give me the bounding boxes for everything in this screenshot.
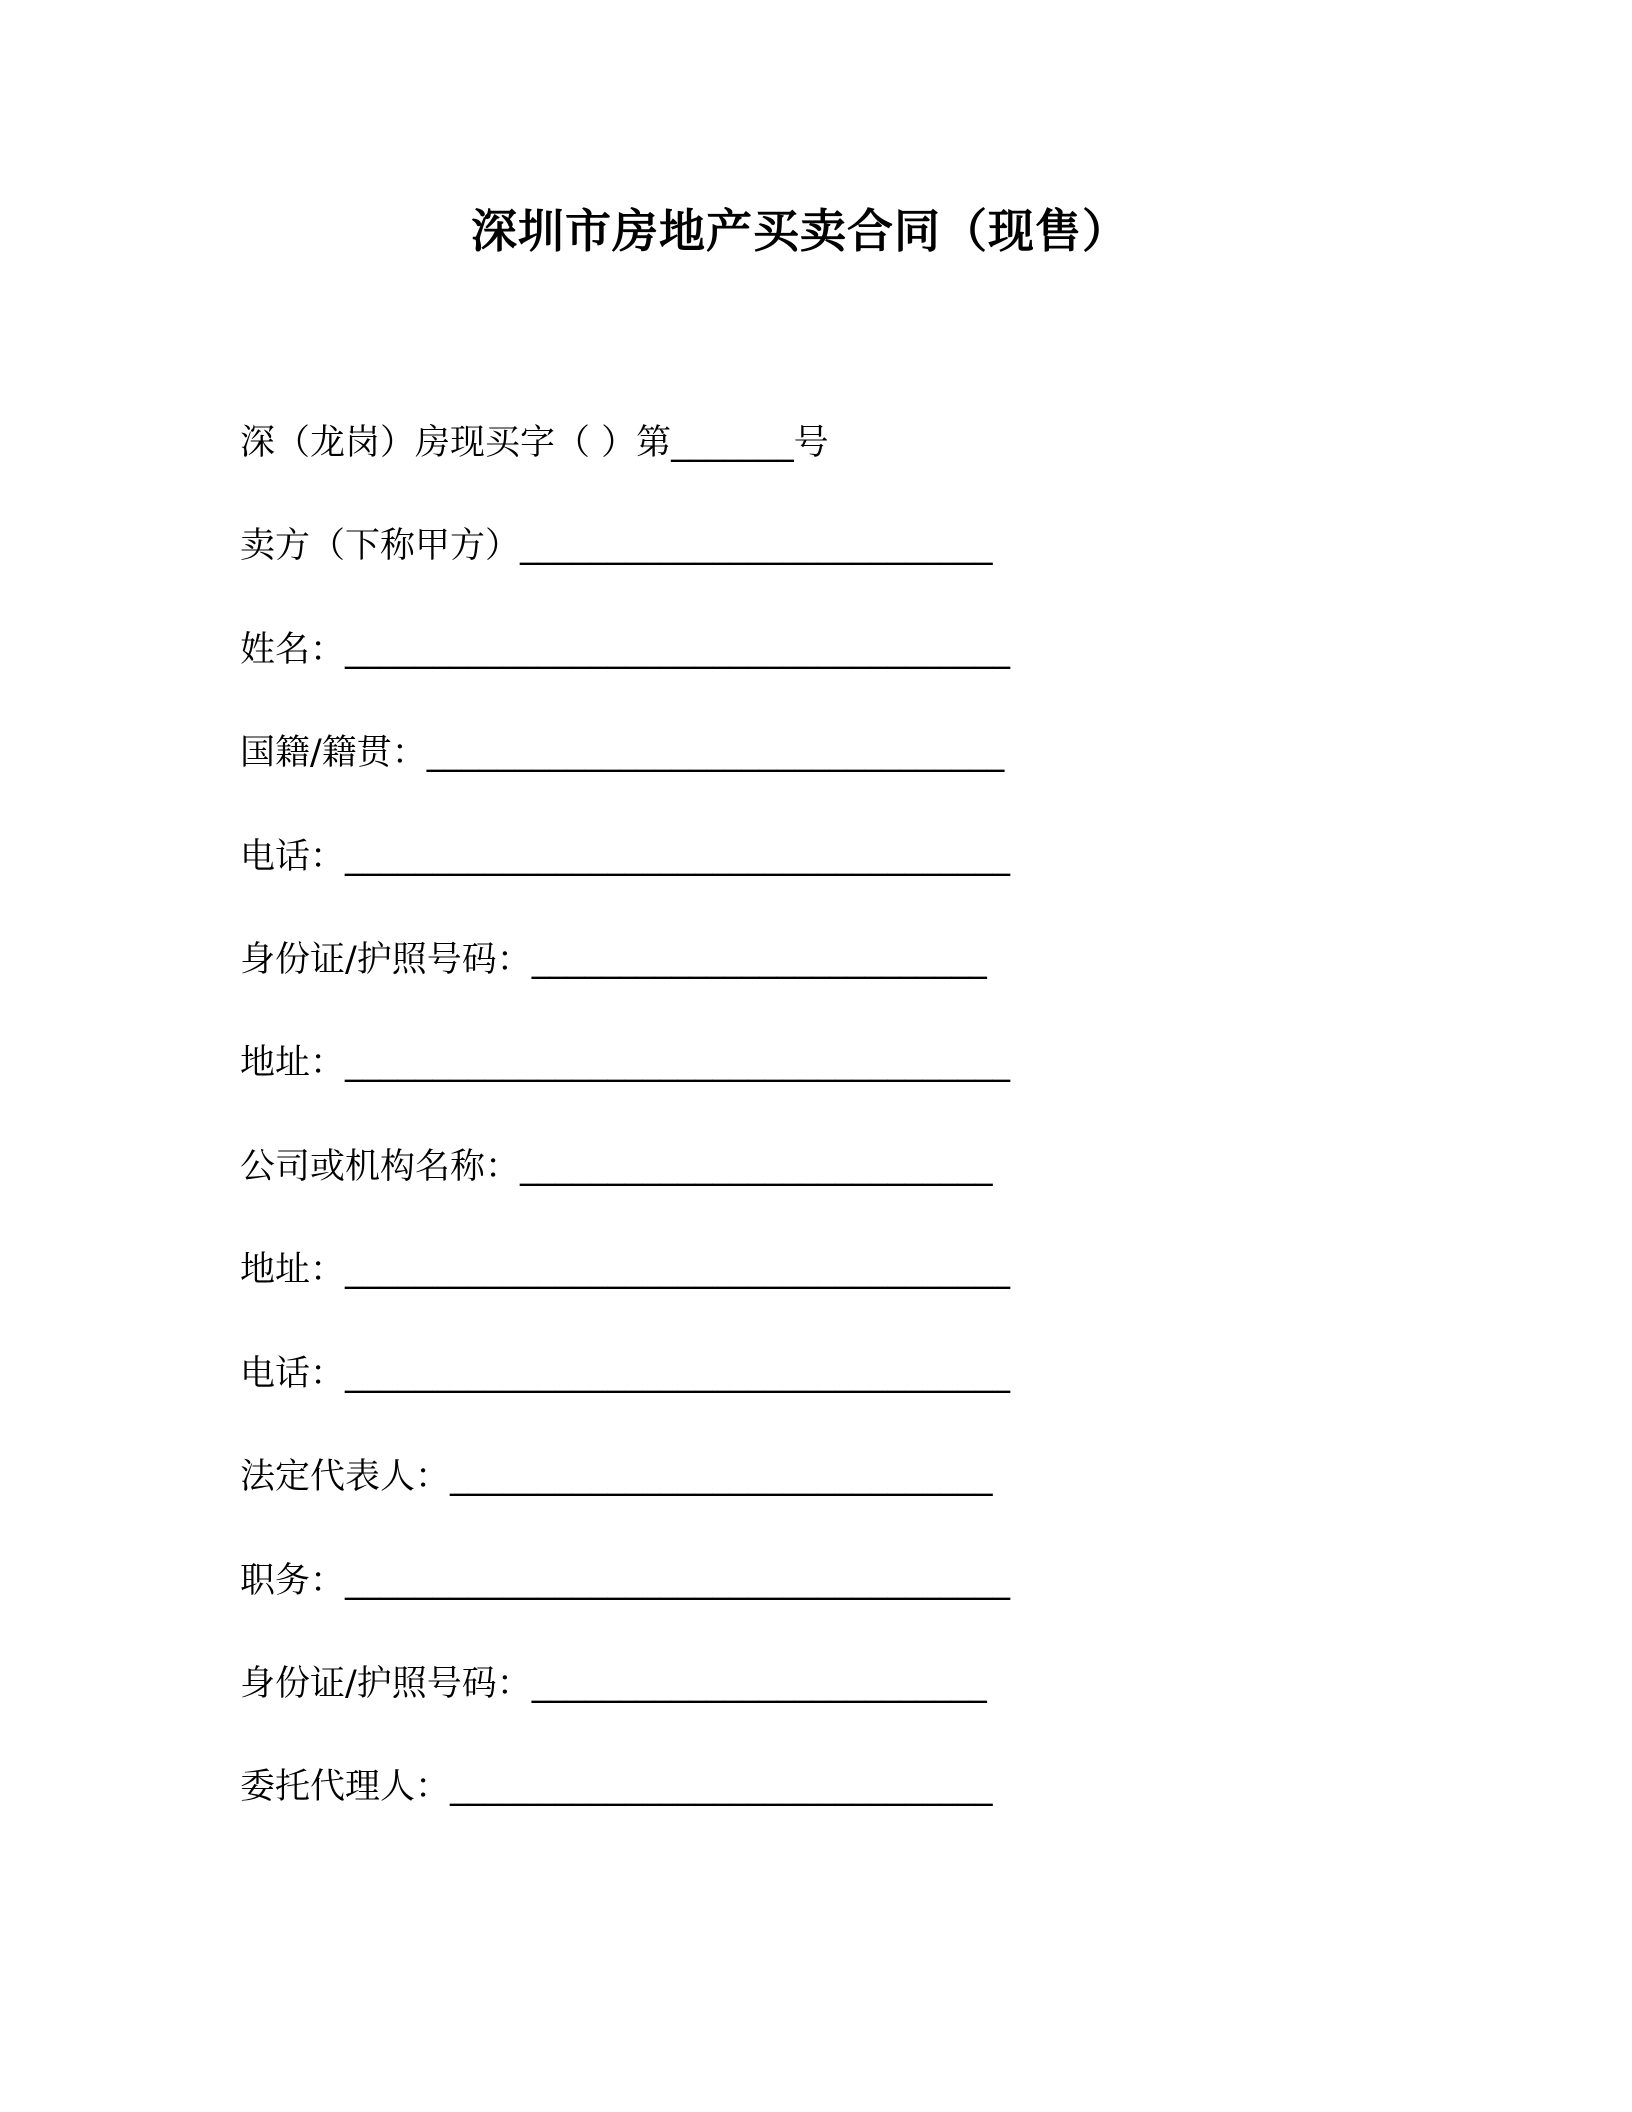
phone-field-line: 电话：______________________________________ xyxy=(240,837,1011,877)
authorized-agent-field-line: 委托代理人：_______________________________ xyxy=(240,1767,993,1807)
company-name-field-line: 公司或机构名称：___________________________ xyxy=(240,1147,993,1187)
document-title: 深圳市房地产买卖合同（现售） xyxy=(471,204,1129,258)
name-field-line: 姓名：______________________________________ xyxy=(240,630,1011,670)
company-phone-field-line: 电话：______________________________________ xyxy=(240,1354,1011,1394)
address-field-line: 地址：______________________________________ xyxy=(240,1043,1011,1083)
contract-number-line: 深（龙岗）房现买字（ ）第_______号 xyxy=(240,423,829,463)
id-passport-field-line: 身份证/护照号码：__________________________ xyxy=(240,940,987,980)
company-address-field-line: 地址：______________________________________ xyxy=(240,1250,1011,1290)
nationality-field-line: 国籍/籍贯：_________________________________ xyxy=(240,733,1005,773)
seller-line: 卖方（下称甲方）___________________________ xyxy=(240,526,993,566)
representative-id-passport-field-line: 身份证/护照号码：__________________________ xyxy=(240,1664,987,1704)
legal-representative-field-line: 法定代表人：_______________________________ xyxy=(240,1457,993,1497)
position-field-line: 职务：______________________________________ xyxy=(240,1561,1011,1601)
